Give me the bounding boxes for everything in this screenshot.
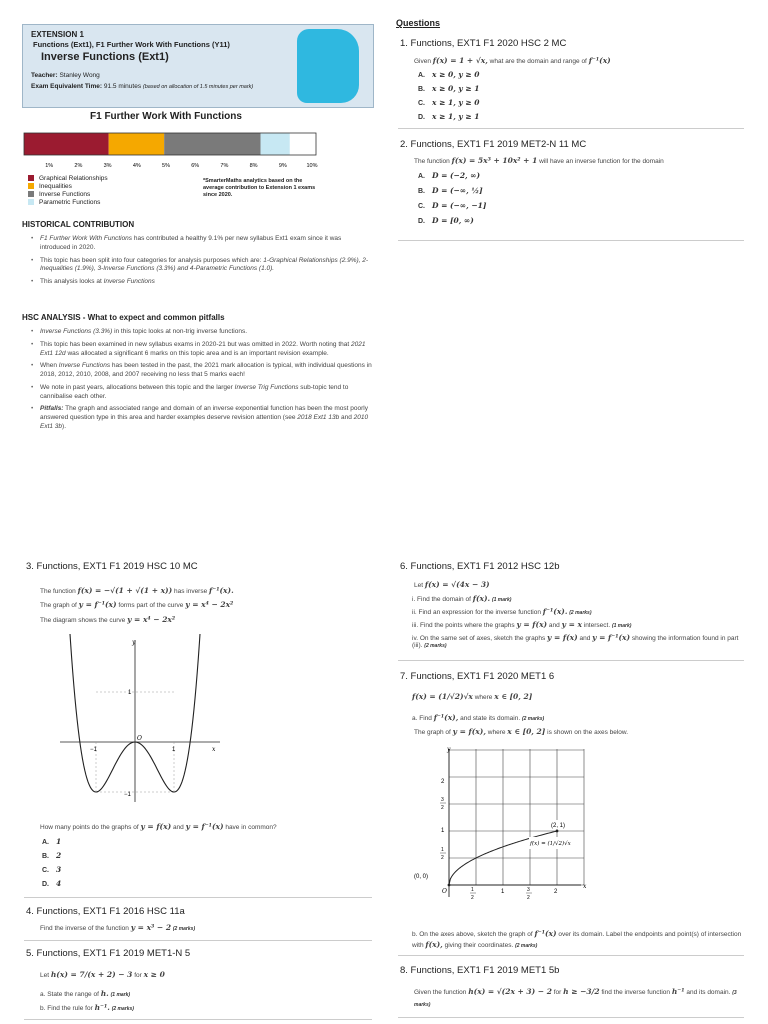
- legend-label: Inverse Functions: [39, 190, 91, 198]
- question-1-title: 1. Functions, EXT1 F1 2020 HSC 2 MC: [400, 38, 567, 49]
- mc-option: [418, 112, 480, 121]
- divider: [398, 955, 744, 956]
- bar-segment-4: [261, 133, 290, 155]
- x-tick-2: 2: [554, 889, 558, 895]
- question-7-graph-intro: The graph of y = f(x), where x ∈ [0, 2] is shown on the axes below.: [414, 727, 629, 736]
- question-7-fn: f(x) = (1/√2)√x where x ∈ [0, 2]: [412, 692, 533, 701]
- list-item: • Pitfalls: The graph and associated range and domain of an inverse exponential function has been the most poorly answered question type in this area and harder examples deserve revision attention (see 2018 Ext1 13b and 2010 Ext1 3b).: [28, 405, 372, 431]
- question-3-ask: How many points do the graphs of y = f(x) and y = f⁻¹(x) have in common?: [40, 822, 277, 831]
- tick-label: 10%: [306, 163, 318, 169]
- chart-title: F1 Further Work With Functions: [90, 111, 242, 122]
- origin-label: O: [137, 735, 142, 742]
- mc-option-letter: B.: [418, 86, 425, 93]
- x-tick-3-2-num: 3: [527, 887, 530, 893]
- mc-option-value: D = (−2, ∞): [432, 171, 481, 180]
- list-item: • This topic has been split into four categories for analysis purposes which are: 1-Graphical Relationships (2.9%), 2-Inequalities (1.9%), 3-Inverse Functions (3.3%) and 4-Parametric Functions (1.0).: [28, 257, 372, 275]
- mc-option-letter: D.: [418, 218, 425, 225]
- x-tick-1: 1: [172, 747, 176, 753]
- mc-option: [418, 186, 486, 195]
- bar-segment-1: [24, 133, 109, 155]
- x-axis-label: x: [583, 883, 587, 890]
- topic-path: Functions (Ext1), F1 Further Work With Functions (Y11): [33, 40, 230, 49]
- question-5-part-b: b. Find the rule for h⁻¹. (2 marks): [40, 1003, 134, 1012]
- mc-option: [418, 98, 480, 107]
- mc-option-letter: C.: [418, 100, 425, 107]
- mc-option: [418, 70, 480, 79]
- curve-label: f(x) = (1/√2)√x: [530, 841, 571, 847]
- hsc-list: [28, 328, 372, 436]
- mc-option: [42, 865, 61, 874]
- mc-option-letter: D.: [418, 114, 425, 121]
- tick-label: 1%: [45, 163, 54, 169]
- legend-swatch: [28, 183, 34, 189]
- exam-time-line: Exam Equivalent Time: 91.5 minutes (based on allocation of 1.5 minutes per mark): [31, 83, 254, 90]
- mc-option: [42, 837, 61, 846]
- sqrt-function-grid-graph: [405, 745, 590, 905]
- question-8-text: Given the function h(x) = √(2x + 3) − 2 for h ≥ −3/2 find the inverse function h⁻¹ and its domain. (3 marks): [414, 987, 737, 1008]
- legend-swatch: [28, 199, 34, 205]
- redaction-blob: [297, 29, 359, 103]
- mc-option: [418, 216, 486, 225]
- question-6-part-i: i. Find the domain of f(x). (1 mark): [412, 594, 512, 603]
- list-item: • F1 Further Work With Functions has contributed a healthy 9.1% per new syllabus Ext1 exam since it was introduced in 2020.: [28, 235, 372, 253]
- mc-option-letter: A.: [42, 839, 49, 846]
- tick-label: 4%: [132, 163, 141, 169]
- question-3-options: [42, 837, 61, 893]
- legend-label: Graphical Relationships: [39, 174, 108, 182]
- legend-entry: [28, 198, 108, 206]
- mc-option-value: x ≥ 0, y ≥ 1: [432, 84, 480, 93]
- start-point: [448, 884, 451, 887]
- legend-entry: [28, 174, 108, 182]
- question-6-part-iv: iv. On the same set of axes, sketch the graphs y = f(x) and y = f⁻¹(x) showing the information found in part (iii). (2 marks): [412, 633, 739, 649]
- y-tick-1: 1: [441, 828, 445, 834]
- mc-option-value: 1: [56, 837, 62, 846]
- hsc-heading: HSC ANALYSIS - What to expect and common pitfalls: [22, 313, 225, 322]
- mc-option-value: x ≥ 1, y ≥ 0: [432, 98, 480, 107]
- question-6-part-ii: ii. Find an expression for the inverse function f⁻¹(x). (2 marks): [412, 607, 592, 616]
- divider: [24, 897, 372, 898]
- question-6-title: 6. Functions, EXT1 F1 2012 HSC 12b: [400, 561, 560, 572]
- questions-heading: Questions: [396, 18, 441, 28]
- x-tick-1-2-num: 1: [471, 887, 474, 893]
- question-1-text: Given f(x) = 1 + √x, what are the domain and range of f⁻¹(x): [414, 56, 611, 65]
- x-tick-minus1: −1: [90, 747, 97, 753]
- y-tick-minus1: −1: [124, 792, 131, 798]
- question-5-part-a: a. State the range of h. (1 mark): [40, 989, 131, 998]
- legend-label: Parametric Functions: [39, 198, 101, 206]
- question-3-title: 3. Functions, EXT1 F1 2019 HSC 10 MC: [26, 561, 198, 572]
- page-title: Inverse Functions (Ext1): [41, 51, 169, 63]
- question-2-text: The function f(x) = 5x³ + 10x² + 1 will have an inverse function for the domain: [414, 156, 664, 165]
- mc-option-value: 4: [56, 879, 62, 888]
- question-1-options: [418, 70, 480, 126]
- question-7-part-a: a. Find f⁻¹(x), and state its domain. (2 marks): [412, 713, 545, 722]
- tick-label: 6%: [191, 163, 200, 169]
- x-tick-1-2-den: 2: [471, 895, 474, 901]
- divider: [398, 1017, 744, 1018]
- legend-swatch: [28, 175, 34, 181]
- question-4-text: Find the inverse of the function y = x³ − 2 (2 marks): [40, 923, 196, 932]
- mc-option-value: x ≥ 1, y ≥ 1: [432, 112, 480, 121]
- divider: [398, 660, 744, 661]
- y-tick-1-2-num: 1: [441, 847, 444, 853]
- y-tick-1: 1: [128, 690, 132, 696]
- legend-entry: [28, 182, 108, 190]
- mc-option-letter: B.: [418, 188, 425, 195]
- endpoint-label: (2, 1): [551, 823, 566, 829]
- list-item: • This topic has been examined in new syllabus exams in 2020-21 but was omitted in 2022. Worth noting that 2021 Ext1 12d was allocated a significant 6 marks on this topic area and is an important revision example.: [28, 341, 372, 359]
- legend-swatch: [28, 191, 34, 197]
- list-item: • Inverse Functions (3.3%) in this topic looks at non-trig inverse functions.: [28, 328, 372, 337]
- question-7-part-b: b. On the axes above, sketch the graph of f⁻¹(x) over its domain. Label the endpoints and point(s) of intersection with f(x), giving their coordinates. (2 marks): [412, 929, 742, 949]
- question-2-options: [418, 171, 486, 231]
- question-2-title: 2. Functions, EXT1 F1 2019 MET2-N 11 MC: [400, 139, 587, 150]
- mc-option-letter: C.: [418, 203, 425, 210]
- y-axis-label: y: [447, 746, 451, 753]
- legend-entry: [28, 190, 108, 198]
- question-5-text: Let h(x) = 7/(x + 2) − 3 for x ≥ 0: [40, 970, 165, 979]
- bar-segment-2: [109, 133, 164, 155]
- chart-legend: [28, 174, 108, 206]
- historical-list: [28, 235, 372, 291]
- x-axis-label: x: [212, 746, 216, 753]
- legend-label: Inequalities: [39, 182, 72, 190]
- tick-label: 8%: [249, 163, 258, 169]
- x-tick-3-2-den: 2: [527, 895, 530, 901]
- mc-option: [418, 171, 486, 180]
- list-item: • This analysis looks at Inverse Functions: [28, 278, 372, 287]
- question-6-part-iii: iii. Find the points where the graphs y = f(x) and y = x intersect. (1 mark): [412, 620, 632, 629]
- question-6-parts: [412, 594, 742, 653]
- contribution-bar-chart: [20, 130, 320, 170]
- origin-label: O: [442, 888, 447, 895]
- mc-option-value: x ≥ 0, y ≥ 0: [432, 70, 480, 79]
- divider: [398, 128, 744, 129]
- divider: [24, 940, 372, 941]
- question-3-text: The function f(x) = −√(1 + √(1 + x)) has inverse f⁻¹(x). The graph of y = f⁻¹(x) forms part of the curve y = x⁴ − 2x² The diagram shows the curve y = x⁴ − 2x²: [40, 586, 234, 624]
- question-8-title: 8. Functions, EXT1 F1 2019 MET1 5b: [400, 965, 560, 976]
- extension-label: EXTENSION 1: [31, 30, 84, 39]
- y-tick-3-2-den: 2: [441, 805, 444, 811]
- mc-option-letter: B.: [42, 853, 49, 860]
- mc-option-letter: C.: [42, 867, 49, 874]
- mc-option-letter: A.: [418, 72, 425, 79]
- divider: [24, 1019, 372, 1020]
- y-tick-3-2-num: 3: [441, 797, 444, 803]
- divider: [398, 240, 744, 241]
- mc-option-value: 3: [56, 865, 62, 874]
- mc-option-value: D = [0, ∞): [432, 216, 474, 225]
- tick-label: 3%: [103, 163, 112, 169]
- question-7-title: 7. Functions, EXT1 F1 2020 MET1 6: [400, 671, 555, 682]
- tick-label: 9%: [278, 163, 287, 169]
- header-box: [22, 24, 374, 108]
- origin-point-label: (0, 0): [414, 874, 429, 880]
- chart-note: *SmarterMaths analytics based on the average contribution to Extension 1 exams since 2020.: [203, 178, 316, 199]
- end-point: [556, 830, 559, 833]
- tick-label: 7%: [220, 163, 229, 169]
- mc-option-letter: D.: [42, 881, 49, 888]
- quartic-curve-graph: [60, 634, 240, 804]
- tick-label: 5%: [162, 163, 170, 169]
- mc-option: [42, 879, 61, 888]
- mc-option-value: D = (−∞, ½]: [432, 186, 483, 195]
- bar-segment-3: [164, 133, 260, 155]
- teacher-line: Teacher: Stanley Wong: [31, 72, 100, 79]
- list-item: • When Inverse Functions has been tested in the past, the 2021 mark allocation is typical, with individual questions in 2018, 2012, 2010, 2008, and 2007 receiving no less that 5 marks each!: [28, 362, 372, 380]
- mc-option-value: 2: [56, 851, 62, 860]
- y-axis-label: y: [132, 639, 136, 646]
- mc-option-letter: A.: [418, 173, 425, 180]
- question-5-title: 5. Functions, EXT1 F1 2019 MET1-N 5: [26, 948, 191, 959]
- y-tick-1-2-den: 2: [441, 855, 444, 861]
- x-tick-1: 1: [501, 889, 505, 895]
- mc-option: [418, 201, 486, 210]
- mc-option-value: D = (−∞, −1]: [432, 201, 487, 210]
- question-6-let: Let f(x) = √(4x − 3): [414, 580, 490, 589]
- y-tick-2: 2: [441, 779, 445, 785]
- tick-label: 2%: [74, 163, 83, 169]
- mc-option: [42, 851, 61, 860]
- grid: [449, 749, 584, 885]
- question-4-title: 4. Functions, EXT1 F1 2016 HSC 11a: [26, 906, 185, 917]
- list-item: • We note in past years, allocations between this topic and the larger Inverse Trig Functions sub-topic tend to cannibalise each other.: [28, 384, 372, 402]
- mc-option: [418, 84, 480, 93]
- historical-heading: HISTORICAL CONTRIBUTION: [22, 220, 135, 229]
